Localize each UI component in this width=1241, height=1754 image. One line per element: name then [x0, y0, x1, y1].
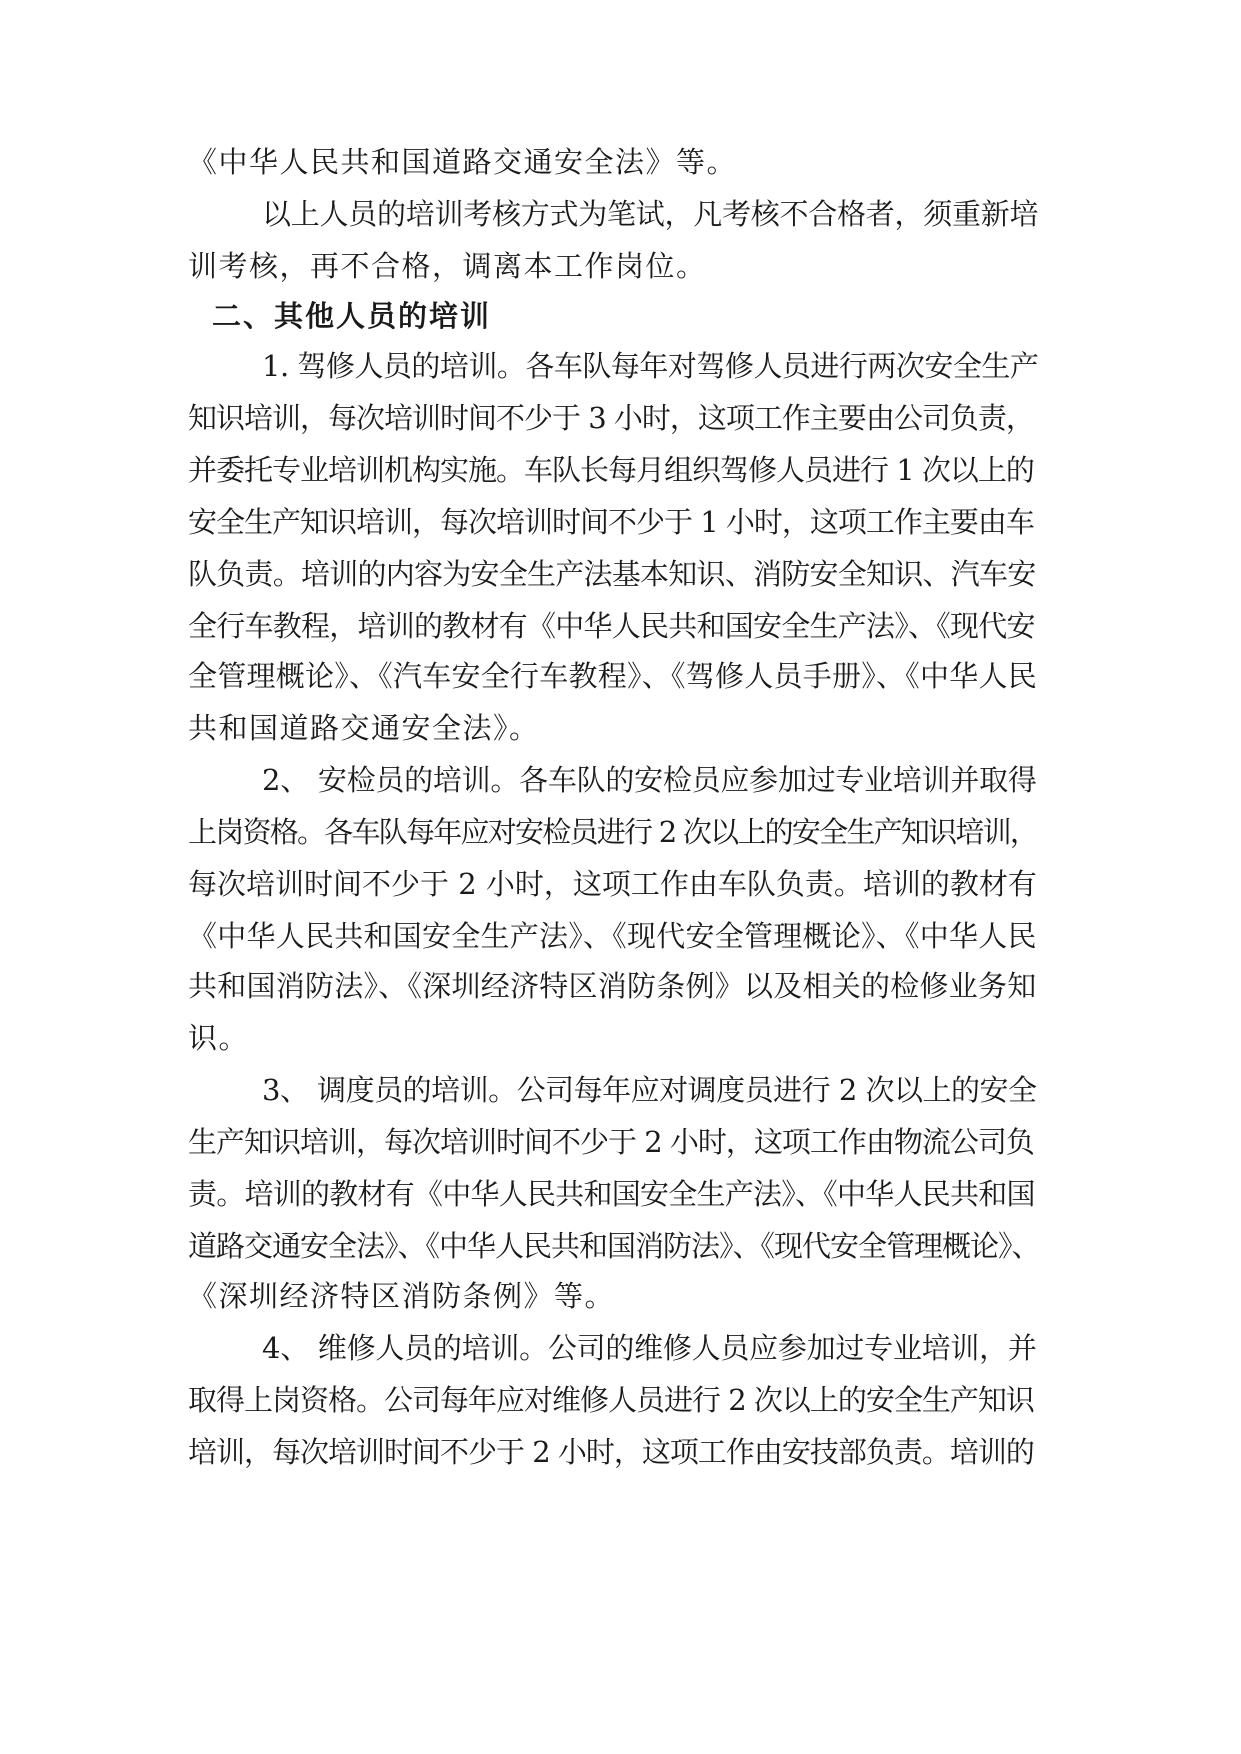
text-line: 取得上岗资格。公司每年应对维修人员进行 2 次以上的安全生产知识: [188, 1383, 1034, 1417]
text-line: 上岗资格。各车队每年应对安检员进行 2 次以上的安全生产知识培训，: [188, 815, 1038, 849]
text-line: 2、 安检员的培训。各车队的安检员应参加过专业培训并取得: [262, 763, 1037, 797]
text-line: 每次培训时间不少于 2 小时，这项工作由车队负责。培训的教材有: [188, 867, 1037, 901]
text-line: 《深圳经济特区消防条例》等。: [188, 1279, 616, 1313]
text-line: 全行车教程，培训的教材有《中华人民共和国安全生产法》、《现代安: [188, 609, 1035, 643]
text-line: 培训，每次培训时间不少于 2 小时，这项工作由安技部负责。培训的: [188, 1435, 1034, 1469]
text-line: 4、 维修人员的培训。公司的维修人员应参加过专业培训，并: [262, 1331, 1037, 1365]
text-line: 训考核，再不合格，调离本工作岗位。: [188, 249, 707, 283]
text-line: 生产知识培训，每次培训时间不少于 2 小时，这项工作由物流公司负: [188, 1125, 1034, 1159]
text-line: 知识培训，每次培训时间不少于 3 小时，这项工作主要由公司负责，: [188, 401, 1034, 435]
text-line: 并委托专业培训机构实施。车队长每月组织驾修人员进行 1 次以上的: [188, 453, 1034, 487]
text-line: 安全生产知识培训，每次培训时间不少于 1 小时，这项工作主要由车: [188, 505, 1034, 539]
text-line: 《中华人民共和国安全生产法》、《现代安全管理概论》、《中华人民: [188, 919, 1037, 953]
text-line: 《中华人民共和国道路交通安全法》等。: [188, 145, 738, 179]
text-line: 以上人员的培训考核方式为笔试，凡考核不合格者，须重新培: [262, 197, 1039, 231]
text-line: 责。培训的教材有《中华人民共和国安全生产法》、《中华人民共和国: [188, 1177, 1035, 1211]
text-line: 队负责。培训的内容为安全生产法基本知识、消防安全知识、汽车安: [188, 557, 1036, 591]
text-line: 1. 驾修人员的培训。各车队每年对驾修人员进行两次安全生产: [262, 349, 1039, 383]
text-line: 全管理概论》、《汽车安全行车教程》、《驾修人员手册》、《中华人民: [188, 659, 1038, 693]
text-line: 共和国消防法》、《深圳经济特区消防条例》以及相关的检修业务知: [188, 969, 1037, 1003]
text-line: 3、 调度员的培训。公司每年应对调度员进行 2 次以上的安全: [262, 1073, 1037, 1107]
text-line: 共和国道路交通安全法》。: [188, 711, 540, 745]
section-heading: 二、其他人员的培训: [212, 299, 492, 333]
text-line: 道路交通安全法》、《中华人民共和国消防法》、《现代安全管理概论》、: [188, 1229, 1040, 1263]
text-line: 识。: [188, 1021, 250, 1055]
